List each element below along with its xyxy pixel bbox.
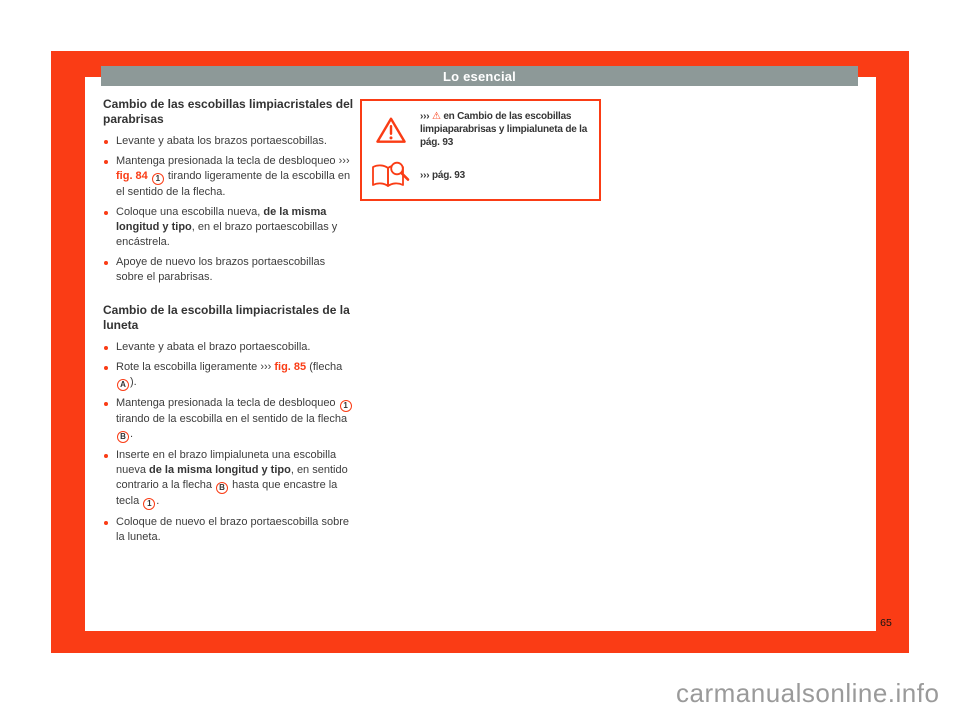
text-run: Apoye de nuevo los brazos portaescobillas sobre el parabrisas. (116, 256, 326, 283)
cross-reference-note (362, 110, 591, 149)
bullet-item (103, 448, 355, 510)
text-run: hasta que encastre la tecla (116, 479, 338, 507)
text-run: . (156, 495, 160, 507)
text-run: Mantenga presionada la tecla de desbloqueo (116, 397, 339, 409)
callout-badge: 1 (143, 498, 155, 510)
text-run: tirando de la escobilla en el sentido de la flecha (116, 413, 348, 425)
instructions-column (103, 97, 355, 550)
bold-text-run: en Cambio de las escobillas limpiaparabrisas y limpialuneta de la pág. 93 (420, 111, 588, 148)
text-run: ››› (338, 155, 350, 167)
figure-reference-link[interactable]: fig. 85 (274, 361, 307, 373)
note-text (420, 110, 591, 149)
page-number: 65 (880, 617, 892, 629)
bullet-list (103, 340, 355, 545)
warning-triangle-icon (362, 116, 420, 144)
bold-text-run: ››› pág. 93 (420, 169, 466, 181)
section-heading: Cambio de la escobilla limpiacristales de la luneta (103, 303, 350, 332)
text-run: Levante y abata el brazo portaescobilla. (116, 341, 311, 353)
book-search-icon (362, 160, 420, 190)
bold-text-run: ››› (420, 111, 432, 122)
bullet-item (103, 360, 355, 391)
text-run: ). (130, 376, 137, 388)
note-text (420, 169, 591, 182)
figure-reference-link[interactable]: fig. 84 (116, 170, 148, 182)
bullet-item (103, 340, 355, 355)
bullet-item (103, 134, 355, 149)
text-run: , en el brazo portaescobillas y encástrela. (116, 221, 338, 248)
cross-reference-box (360, 99, 601, 201)
bold-text-run: de la misma longitud y tipo (116, 206, 327, 233)
text-run (148, 170, 151, 182)
callout-badge: 1 (340, 400, 352, 412)
text-run: . (130, 428, 134, 440)
bullet-item (103, 515, 355, 545)
bullet-list (103, 134, 355, 285)
text-run: Coloque una escobilla nueva, (116, 206, 264, 218)
bullet-item (103, 255, 355, 285)
callout-badge: A (117, 379, 129, 391)
watermark: carmanualsonline.info (676, 678, 940, 708)
text-run: Rote la escobilla ligeramente (116, 361, 261, 373)
text-run: Levante y abata los brazos portaescobillas. (116, 135, 327, 147)
text-run: (flecha (306, 361, 343, 373)
bullet-item (103, 154, 355, 200)
callout-badge: 1 (152, 173, 164, 185)
bullet-item (103, 396, 355, 443)
callout-badge: B (216, 482, 228, 494)
page-title: Lo esencial (442, 68, 516, 84)
text-run: tirando ligeramente de la escobilla en el sentido de la flecha. (116, 170, 351, 198)
section-header-bar (101, 66, 858, 86)
text-run: Inserte en el brazo limpialuneta una escobilla nueva (116, 449, 337, 476)
inline-warning-icon: ⚠ (431, 111, 441, 122)
bold-text-run: de la misma longitud y tipo (149, 464, 291, 476)
text-run: , en sentido contrario a la flecha (116, 464, 348, 491)
instruction-section (103, 97, 355, 285)
instruction-section (103, 303, 355, 545)
bullet-item (103, 205, 355, 250)
text-run: Coloque de nuevo el brazo portaescobilla sobre la luneta. (116, 516, 349, 543)
cross-reference-note (362, 160, 591, 190)
text-run: Mantenga presionada la tecla de desbloqueo (116, 155, 339, 167)
callout-badge: B (117, 431, 129, 443)
text-run: ››› (260, 361, 275, 373)
section-heading: Cambio de las escobillas limpiacristales del parabrisas (103, 97, 354, 126)
